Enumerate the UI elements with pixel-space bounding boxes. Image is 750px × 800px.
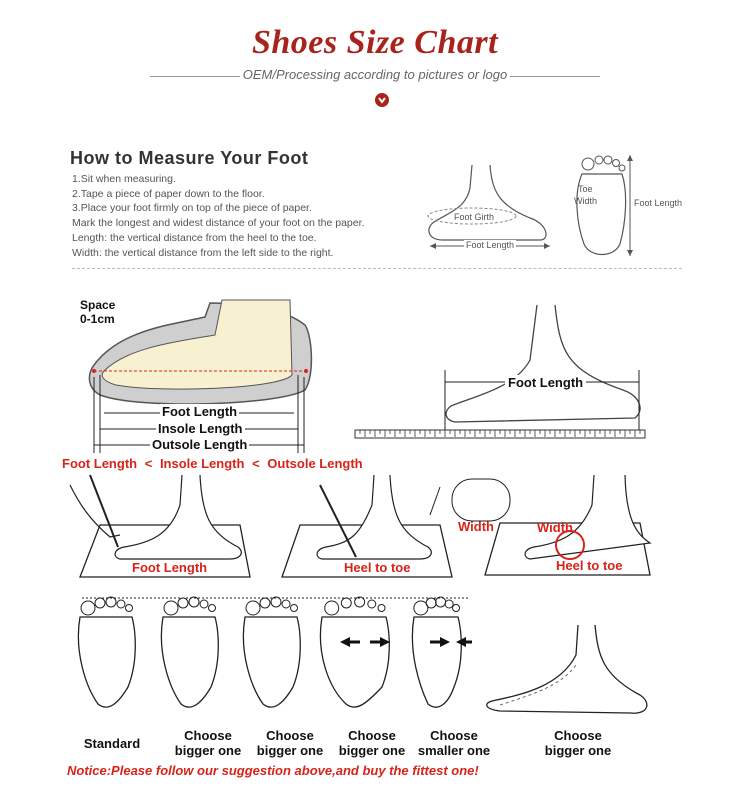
toe-outline [117,600,125,608]
less-than-1: < [144,456,153,471]
less-than-2: < [252,456,260,471]
foot-length-label-top: Foot Length [634,198,683,208]
step-1: 1.Sit when measuring. [72,173,176,185]
type-smaller: Choose smaller one [417,728,491,758]
toe-outline [81,601,95,615]
shoe-foot-length: Foot Length [162,404,238,419]
step-5: Length: the vertical distance from the heel to the toe. [72,231,317,244]
shoe-outsole-length: Outsole Length [152,437,248,452]
comparison-foot-length: Foot Length [62,456,138,471]
type-bigger-3: Choose bigger one [338,728,406,758]
comparison-insole-length: Insole Length [159,456,245,471]
type-bigger-4: Choose bigger one [544,728,612,758]
toe-outline [282,600,290,608]
step-2: 2.Tape a piece of paper down to the floor. [72,187,265,200]
step-6: Width: the vertical distance from the left side to the right. [72,246,334,259]
type-bigger-1: Choose bigger one [174,728,242,758]
width-label: Width [574,196,598,206]
toe-outline [164,601,178,615]
toe-outline [271,597,281,607]
step-3: 3.Place your foot firmly on top of the piece of paper. [72,202,312,215]
section-heading: How to Measure Your Foot [70,148,309,168]
comparison-outsole-length: Outsole Length [267,456,363,471]
toe-label: Toe [578,184,593,194]
trace-heel-to-toe-2: Heel to toe [556,558,623,573]
toe-outline [291,605,298,612]
page-title: Shoes Size Chart [251,24,499,61]
toe-outline [209,605,216,612]
trace-heel-to-toe-1: Heel to toe [344,560,411,575]
ruler-foot-diagram [355,300,650,440]
side-foot-swelling [480,625,660,725]
notice-text: Notice:Please follow our suggestion above,and buy the fittest one! [67,763,479,778]
foot-length-label: Foot Length [466,240,515,250]
foot-outline [320,617,389,707]
toe-outline [368,600,376,608]
toe-outline [445,600,453,608]
foot-types-diagram [60,592,480,717]
trace-foot-length: Foot Length [132,560,208,575]
toe-outline [260,598,270,608]
space-label: Space [80,298,116,312]
foot-outline [243,617,300,707]
type-bigger-2: Choose bigger one [256,728,324,758]
toe-outline [453,605,460,612]
toe-outline [246,601,260,615]
space-range-label: 0-1cm [80,312,115,326]
type-standard: Standard [83,736,141,751]
foot-outline [78,617,135,707]
ruler-foot-length: Foot Length [505,375,586,390]
toe-outline [436,597,446,607]
comparison-text [62,456,363,471]
toe-outline [178,598,188,608]
toe-outline [426,598,436,608]
foot-outline [161,617,218,707]
toe-outline [95,598,105,608]
toe-outline [325,601,339,615]
toe-outline [378,605,385,612]
step-4: Mark the longest and widest distance of your foot on the paper. [72,217,365,230]
measure-steps [72,172,364,260]
foot-girth-label: Foot Girth [454,212,495,222]
foot-outline [412,617,461,707]
trace-width-2: Width [537,520,573,535]
toe-outline [341,598,351,608]
chevron-down-icon[interactable] [375,93,389,107]
page-subtitle: OEM/Processing according to pictures or logo [242,67,508,82]
section-divider [72,268,682,269]
toe-outline [126,605,133,612]
trace-width-1: Width [458,519,494,534]
toe-outline [200,600,208,608]
shoe-insole-length: Insole Length [158,421,243,436]
